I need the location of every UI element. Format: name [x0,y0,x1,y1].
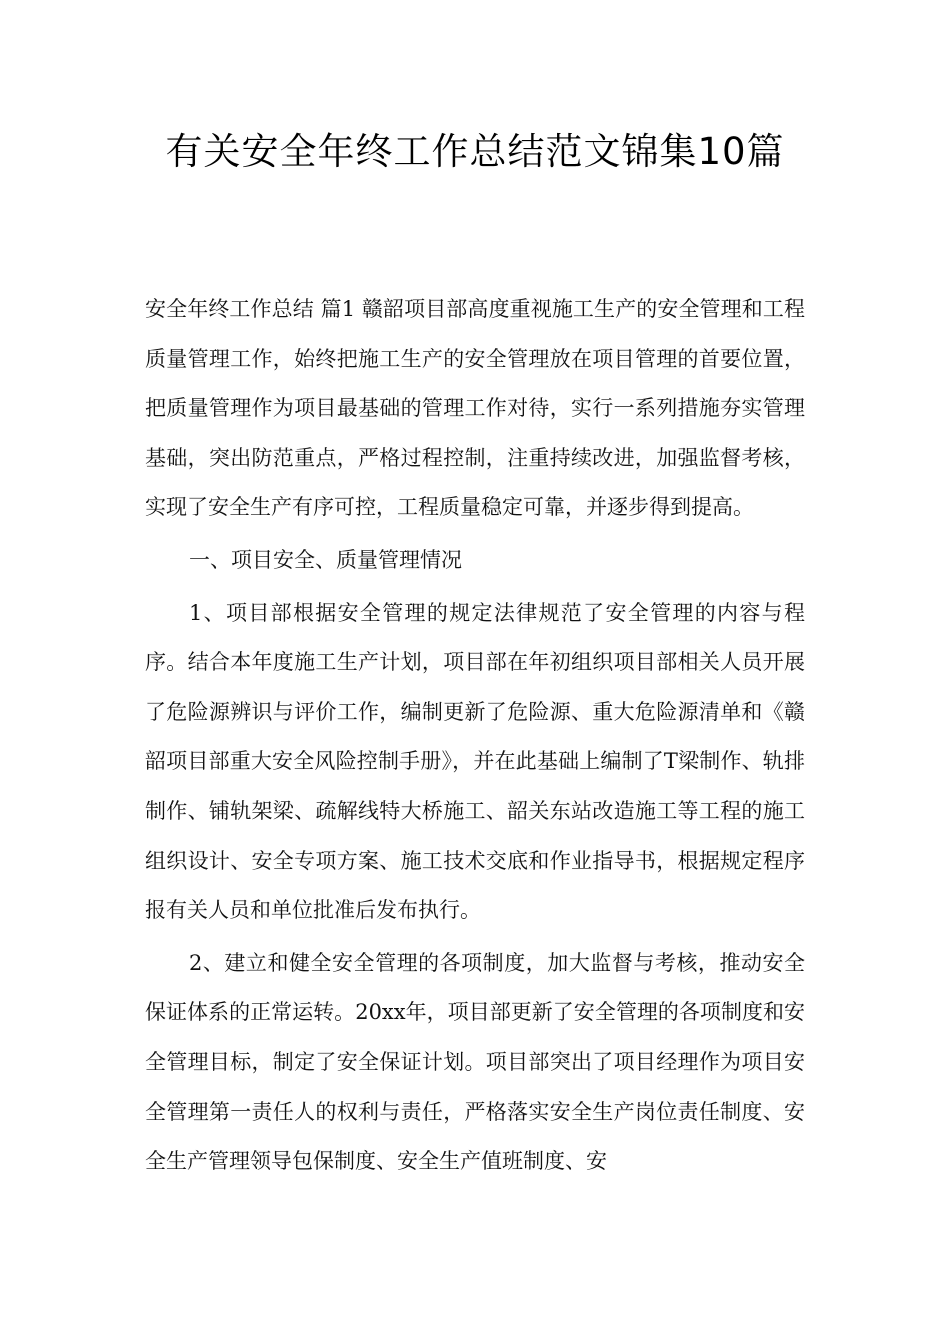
section-heading: 一、项目安全、质量管理情况 [189,547,462,572]
section-label: 安全年终工作总结 篇1 [145,297,356,321]
paragraph-item-1: 1、项目部根据安全管理的规定法律规范了安全管理的内容与程序。结合本年度施工生产计划，项目部在年初组织项目部相关人员开展了危险源辨识与评价工作，编制更新了危险源、重大危险源清单和《赣韶项目部重大安全风险控制手册》，并在此基础上编制了T梁制作、轨排制作、铺轨架梁、疏解线特大桥施工、韶关东站改造施工等工程的施工组织设计、安全专项方案、施工技术交底和作业指导书，根据规定程序报有关人员和单位批准后发布执行。 [145,600,805,923]
document-title: 有关安全年终工作总结范文锦集10篇 [165,130,785,173]
paragraph-intro [145,285,805,533]
paragraph-item-2: 2、建立和健全安全管理的各项制度，加大监督与考核，推动安全保证体系的正常运转。20xx年，项目部更新了安全管理的各项制度和安全管理目标，制定了安全保证计划。项目部突出了项目经理作为项目安全管理第一责任人的权利与责任，严格落实安全生产岗位责任制度、安全生产管理领导包保制度、安全生产值班制度、安 [145,950,805,1174]
document-body [145,285,805,1187]
paragraph-text: 赣韶项目部高度重视施工生产的安全管理和工程质量管理工作，始终把施工生产的安全管理放在项目管理的首要位置，把质量管理作为项目最基础的管理工作对待，实行一系列措施夯实管理基础，突出防范重点，严格过程控制，注重持续改进，加强监督考核，实现了安全生产有序可控，工程质量稳定可靠，并逐步得到提高。 [145,297,805,520]
